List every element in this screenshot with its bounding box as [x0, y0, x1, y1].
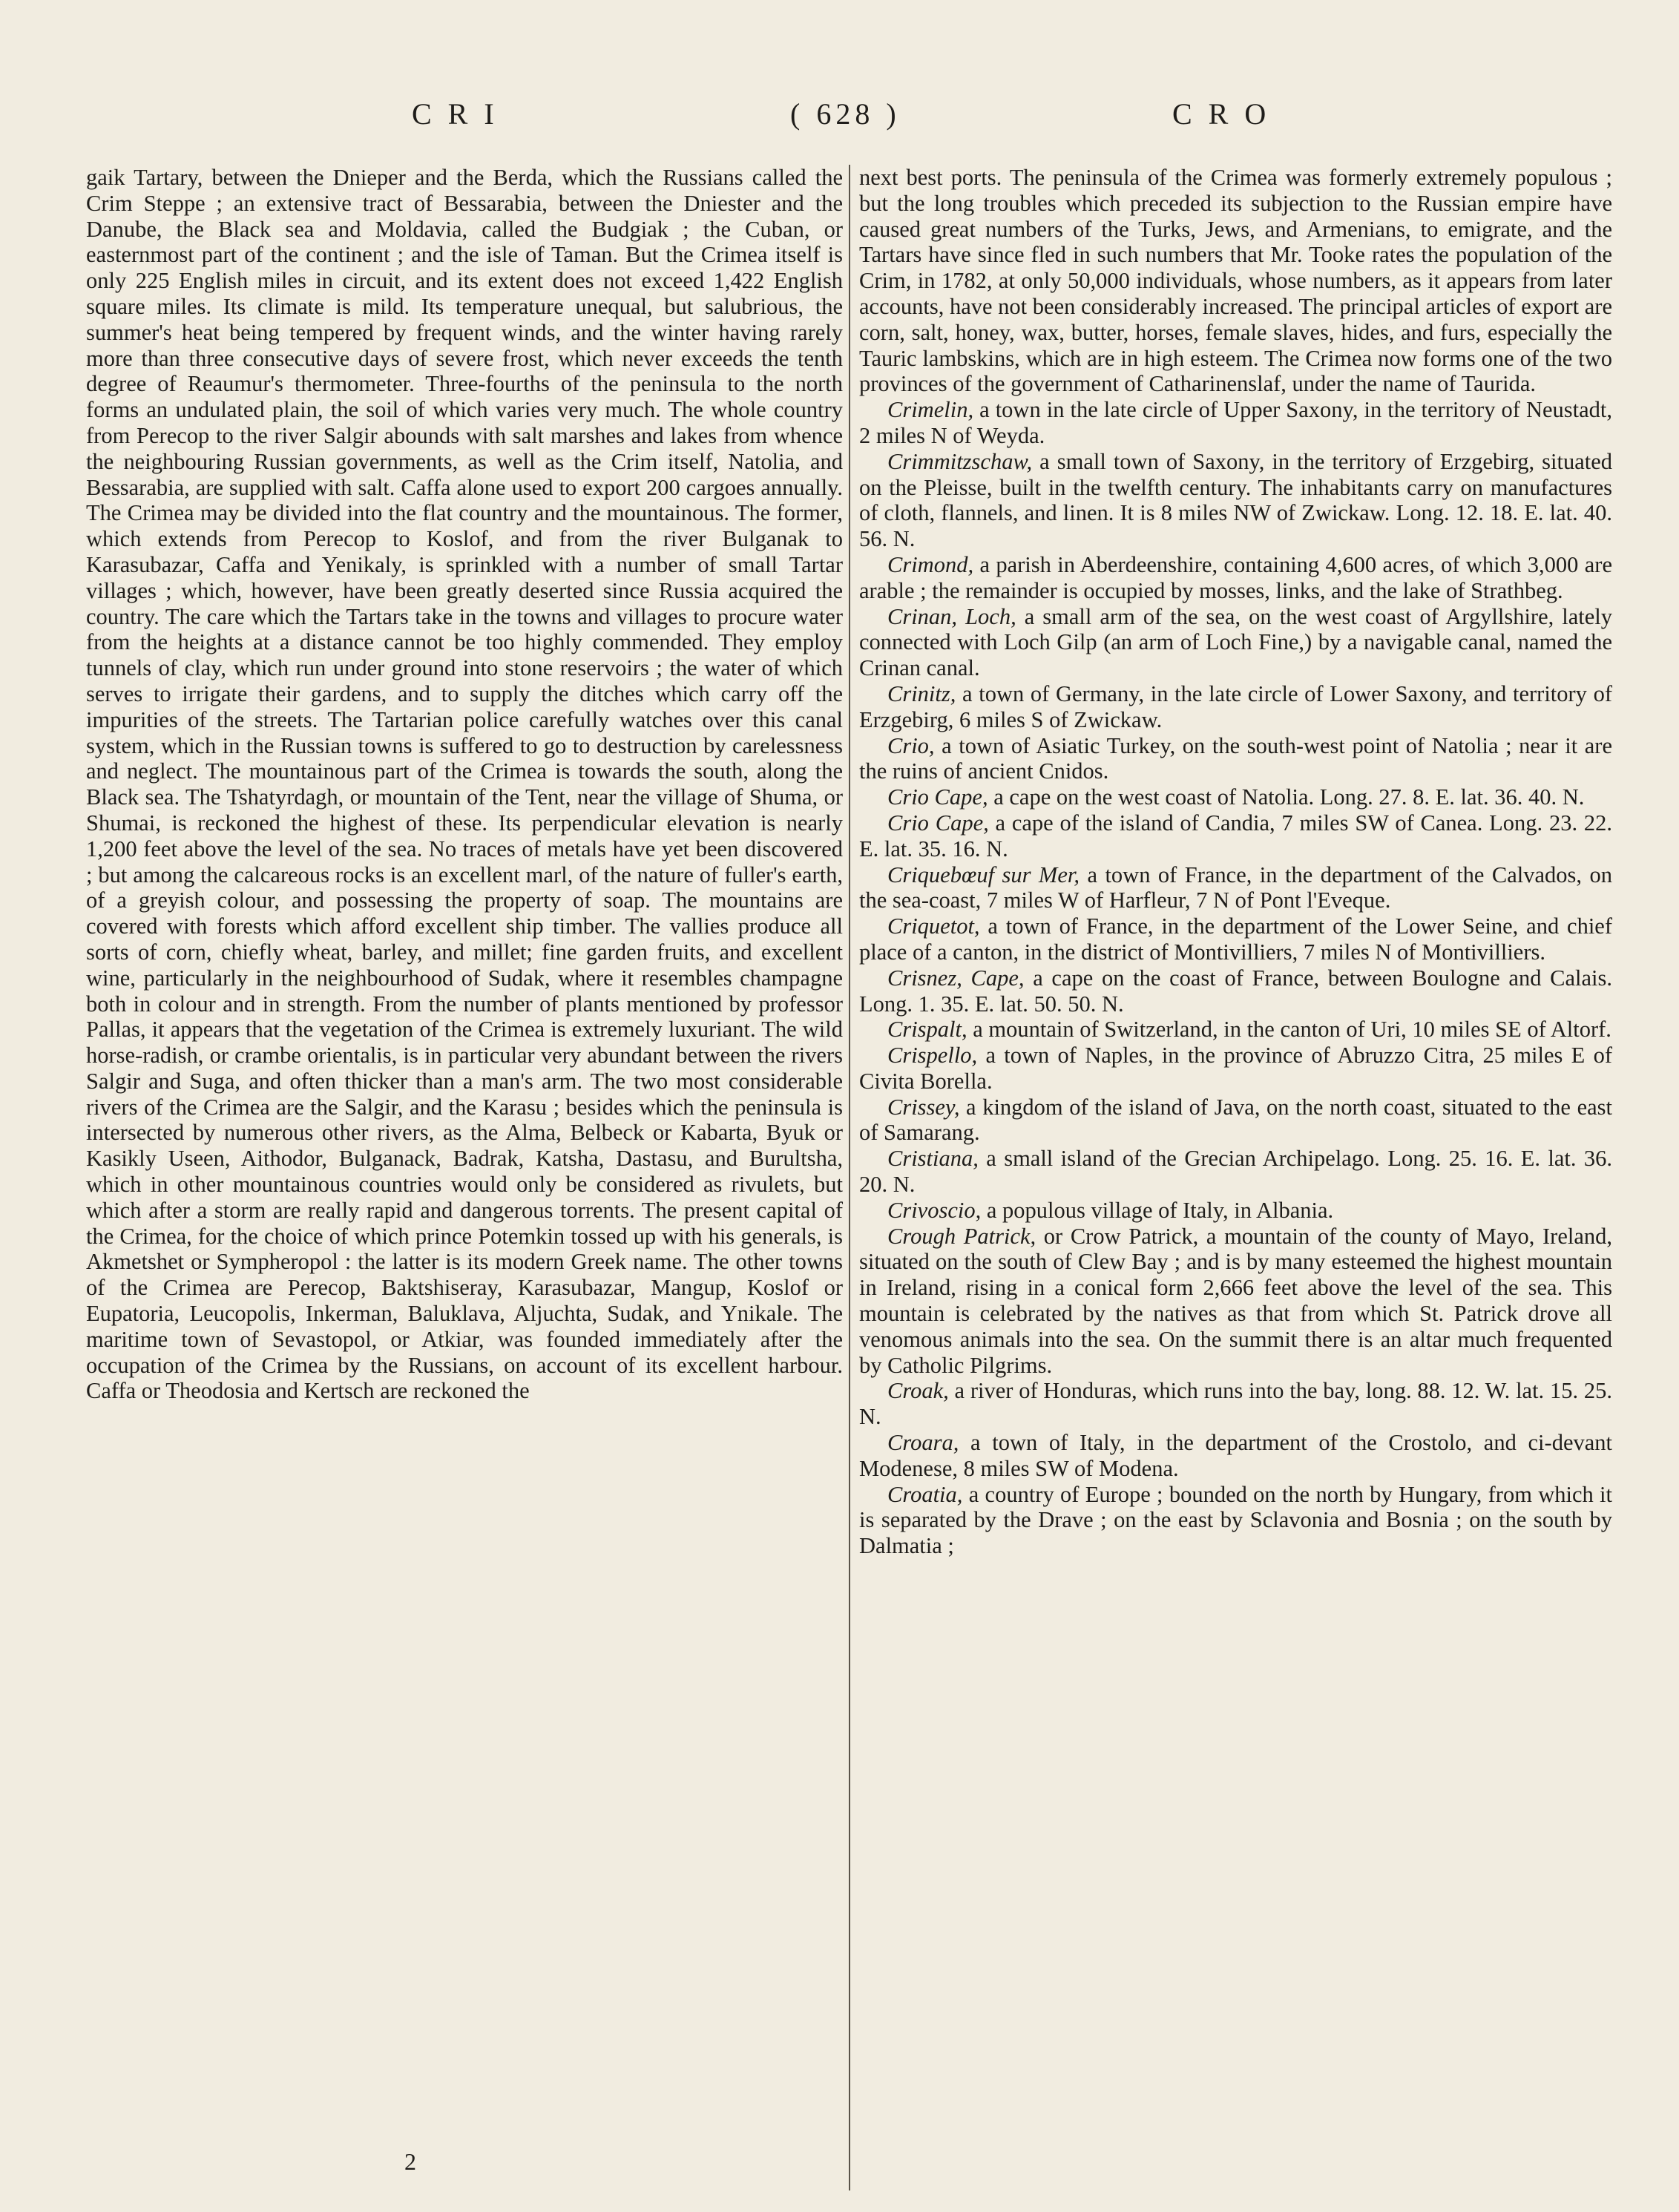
entry-term: Croatia,	[887, 1481, 963, 1507]
entry-text: a town of Asiatic Turkey, on the south-west point of Natolia ; near it are the ruins of ancient Cnidos.	[859, 732, 1612, 784]
header-left: C R I	[412, 97, 499, 131]
entry-term: Criquetot,	[887, 913, 980, 939]
dictionary-entry	[859, 1017, 1612, 1043]
running-header	[0, 96, 1679, 141]
dictionary-entry	[859, 1146, 1612, 1198]
dictionary-entry	[859, 1430, 1612, 1482]
dictionary-entry	[859, 733, 1612, 785]
entry-term: Crinitz,	[887, 680, 956, 706]
entry-term: Crinan, Loch,	[887, 603, 1016, 629]
dictionary-entry	[859, 1043, 1612, 1094]
entry-text: a river of Honduras, which runs into the bay, long. 88. 12. W. lat. 15. 25. N.	[859, 1378, 1612, 1430]
dictionary-entry	[859, 810, 1612, 862]
entry-text: a country of Europe ; bounded on the north by Hungary, from which it is separated by the Drave ; on the east by Sclavonia and Bosnia ; on the south by Dalmatia ;	[859, 1481, 1612, 1559]
left-column-text: gaik Tartary, between the Dnieper and the Berda, which the Russians called the Crim Steppe ; an extensive tract of Bessarabia, between the Dniester and the Danube, the Black sea and Moldavia, called the Budgiak ; the Cuban, or easternmost part of the continent ; and the isle of Taman. But the Crimea itself is only 225 English miles in circuit, and its extent does not exceed 1,422 English square miles. Its climate is mild. Its temperature unequal, but salubrious, the summer's heat being tempered by frequent winds, and the winter having rarely more than three consecutive days of severe frost, which never exceeds the tenth degree of Reaumur's thermometer. Three-fourths of the peninsula to the north forms an undulated plain, the soil of which varies very much. The whole country from Perecop to the river Salgir abounds with salt marshes and lakes from whence the neighbouring Russian governments, as well as the Crim itself, Natolia, and Bessarabia, are supplied with salt. Caffa alone used to export 200 cargoes annually. The Crimea may be divided into the flat country and the mountainous. The former, which extends from Perecop to Koslof, and from the river Bulganak to Karasubazar, Caffa and Yenikaly, is sprinkled with a number of small Tartar villages ; which, however, have been greatly deserted since Russia acquired the country. The care which the Tartars take in the towns and villages to procure water from the heights at a distance cannot be too highly commended. They employ tunnels of clay, which run under ground into stone reservoirs ; the water of which serves to irrigate their gardens, and to supply the ditches which carry off the impurities of the streets. The Tartarian police carefully watches over this canal system, which in the Russian towns is suffered to go to destruction by carelessness and neglect. The mountainous part of the Crimea is towards the south, along the Black sea. The Tshatyrdagh, or mountain of the Tent, near the village of Shuma, or Shumai, is reckoned the highest of these. Its perpendicular elevation is nearly 1,200 feet above the level of the sea. No traces of metals have yet been discovered ; but among the calcareous rocks is an excellent marl, of the nature of fuller's earth, of a greyish colour, and possessing the property of soap. The mountains are covered with forests which afford excellent ship timber. The vallies produce all sorts of corn, chiefly wheat, barley, and millet; fine garden fruits, and excellent wine, particularly in the neighbourhood of Sudak, where it resembles champagne both in colour and in strength. From the number of plants mentioned by professor Pallas, it appears that the vegetation of the Crimea is extremely luxuriant. The wild horse-radish, or crambe orientalis, is in particular very abundant between the rivers Salgir and Suga, and often thicker than a man's arm. The two most considerable rivers of the Crimea are the Salgir, and the Karasu ; besides which the peninsula is intersected by numerous other rivers, as the Alma, Belbeck or Kabarta, Byuk or Kasikly Useen, Aithodor, Bulganack, Badrak, Katsha, Dastasu, and Burultsha, which in other mountainous countries would only be considered as rivulets, but which after a storm are really rapid and dangerous torrents. The present capital of the Crimea, for the choice of which prince Potemkin tossed up with his generals, is Akmetshet or Sympheropol : the latter is its modern Greek name. The other towns of the Crimea are Perecop, Baktshiseray, Karasubazar, Mangup, Koslof or Eupatoria, Leucopolis, Inkerman, Baluklava, Aljuchta, Sudak, and Ynikale. The maritime town of Sevastopol, or Atkiar, was founded immediately after the occupation of the Crimea by the Russians, on account of its excellent harbour. Caffa or Theodosia and Kertsch are reckoned the	[86, 165, 843, 1404]
header-right: C R O	[1172, 97, 1271, 131]
entry-text: a cape on the west coast of Natolia. Long. 27. 8. E. lat. 36. 40. N.	[988, 784, 1585, 810]
entry-text: a populous village of Italy, in Albania.	[981, 1197, 1334, 1223]
entry-text: a cape on the coast of France, between Boulogne and Calais. Long. 1. 35. E. lat. 50. 50. N.	[859, 965, 1612, 1017]
entry-term: Crimmitzschaw,	[887, 448, 1033, 474]
dictionary-entry	[859, 604, 1612, 681]
entry-term: Crispalt,	[887, 1017, 967, 1043]
entry-list	[859, 397, 1612, 1559]
entry-text: a parish in Aberdeenshire, containing 4,600 acres, of which 3,000 are arable ; the remainder is occupied by mosses, links, and the lake of Strathbeg.	[859, 551, 1612, 603]
entry-term: Crio,	[887, 732, 935, 758]
dictionary-entry	[859, 449, 1612, 552]
dictionary-entry	[859, 1378, 1612, 1430]
dictionary-entry	[859, 913, 1612, 965]
dictionary-entry	[859, 1094, 1612, 1146]
entry-text: a town of France, in the department of the Calvados, on the sea-coast, 7 miles W of Harfleur, 7 N of Pont l'Eveque.	[859, 862, 1613, 913]
entry-text: a kingdom of the island of Java, on the north coast, situated to the east of Samarang.	[859, 1094, 1612, 1146]
dictionary-entry	[859, 784, 1612, 810]
entry-term: Crivoscio,	[887, 1197, 982, 1223]
column-rule	[849, 165, 850, 2190]
entry-text: a town of Italy, in the department of the Crostolo, and ci-devant Modenese, 8 miles SW of Modena.	[859, 1430, 1612, 1481]
entry-term: Crough Patrick,	[887, 1223, 1036, 1249]
entry-term: Crisnez, Cape,	[887, 965, 1025, 991]
entry-text: a small island of the Grecian Archipelago. Long. 25. 16. E. lat. 36. 20. N.	[859, 1146, 1612, 1198]
page-number: ( 628 )	[790, 97, 901, 131]
dictionary-entry	[859, 1198, 1612, 1224]
dictionary-entry	[859, 552, 1612, 604]
entry-text: a small town of Saxony, in the territory of Erzgebirg, situated on the Pleisse, built in the twelfth century. The inhabitants carry on manufactures of cloth, flannels, and linen. It is 8 miles NW of Zwickaw. Long. 12. 18. E. lat. 40. 56. N.	[859, 448, 1612, 552]
entry-text: a town of France, in the department of the Lower Seine, and chief place of a canton, in the district of Montivilliers, 7 miles N of Montivilliers.	[859, 913, 1612, 965]
dictionary-entry	[859, 1224, 1612, 1379]
entry-text: a town of Germany, in the late circle of Lower Saxony, and territory of Erzgebirg, 6 miles S of Zwickaw.	[859, 680, 1612, 732]
left-column	[86, 165, 843, 1404]
entry-text: or Crow Patrick, a mountain of the county of Mayo, Ireland, situated on the south of Clew Bay ; and is by many esteemed the highest mountain in Ireland, rising in a conical form 2,666 feet above the level of the sea. This mountain is celebrated by the natives as that from which St. Patrick drove all venomous animals into the sea. On the summit there is an altar much frequented by Catholic Pilgrims.	[859, 1223, 1612, 1378]
dictionary-entry	[859, 397, 1612, 449]
entry-term: Crissey,	[887, 1094, 960, 1120]
right-column	[859, 165, 1612, 1559]
entry-term: Cristiana,	[887, 1146, 979, 1172]
entry-term: Crimond,	[887, 551, 974, 577]
entry-term: Crio Cape,	[887, 810, 989, 836]
entry-term: Croara,	[887, 1430, 959, 1456]
dictionary-entry	[859, 1482, 1612, 1559]
dictionary-entry	[859, 681, 1612, 733]
entry-text: a small arm of the sea, on the west coast of Argyllshire, lately connected with Loch Gilp (an arm of Loch Fine,) by a navigable canal, named the Crinan canal.	[859, 603, 1613, 681]
dictionary-entry	[859, 965, 1612, 1017]
entry-term: Criquebœuf sur Mer,	[887, 862, 1080, 887]
entry-term: Crimelin,	[887, 397, 974, 423]
entry-term: Crio Cape,	[887, 784, 988, 810]
entry-term: Crispello,	[887, 1043, 978, 1069]
signature-mark: 2	[404, 2148, 416, 2175]
entry-term: Croak,	[887, 1378, 949, 1404]
entry-text: a town in the late circle of Upper Saxony, in the territory of Neustadt, 2 miles N of Weyda.	[859, 397, 1612, 448]
right-column-intro: next best ports. The peninsula of the Crimea was formerly extremely populous ; but the long troubles which preceded its subjection to the Russian empire have caused great numbers of the Turks, Jews, and Armenians, to emigrate, and the Tartars have since fled in such numbers that Mr. Tooke rates the population of the Crim, in 1782, at only 50,000 individuals, whose numbers, as it appears from later accounts, have not been considerably increased. The principal articles of export are corn, salt, honey, wax, butter, horses, female slaves, hides, and furs, especially the Tauric lambskins, which are in high esteem. The Crimea now forms one of the two provinces of the government of Catharinenslaf, under the name of Taurida.	[859, 165, 1612, 397]
entry-text: a town of Naples, in the province of Abruzzo Citra, 25 miles E of Civita Borella.	[859, 1043, 1612, 1094]
entry-text: a mountain of Switzerland, in the canton of Uri, 10 miles SE of Altorf.	[967, 1017, 1611, 1043]
entry-text: a cape of the island of Candia, 7 miles SW of Canea. Long. 23. 22. E. lat. 35. 16. N.	[859, 810, 1612, 862]
dictionary-entry	[859, 862, 1612, 914]
